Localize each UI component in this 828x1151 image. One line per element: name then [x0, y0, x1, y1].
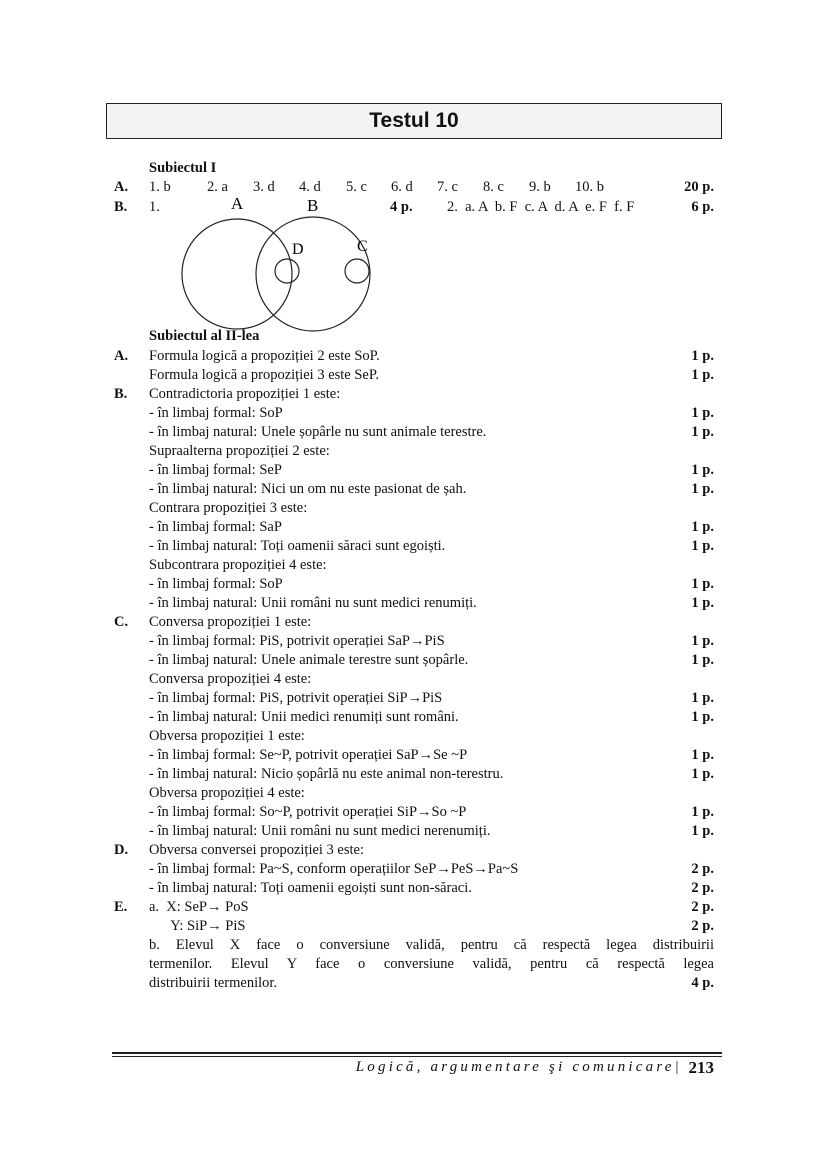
answer-row [0, 518, 828, 537]
answer-row [0, 556, 828, 575]
row-text: Contradictoria propoziției 1 este: [149, 386, 341, 402]
circle-d [275, 259, 299, 283]
row-points: 1 p. [691, 633, 714, 649]
row-text: - în limbaj natural: Unii români nu sunt medici nerenumiți. [149, 823, 491, 839]
row-points: 1 p. [691, 348, 714, 364]
answer-row [0, 746, 828, 765]
answer-item: 6. d [391, 179, 413, 195]
row-text: distribuirii termenilor. [149, 975, 278, 991]
answer-row [0, 347, 828, 366]
row-points: 1 p. [691, 462, 714, 478]
row-text: Conversa propoziției 4 este: [149, 671, 312, 687]
answer-item: 1. b [149, 179, 171, 195]
venn-diagram [170, 190, 390, 340]
row-points: 1 p. [691, 804, 714, 820]
row-text: - în limbaj natural: Nicio șopârlă nu este animal non-terestru. [149, 766, 504, 782]
answer-row [0, 442, 828, 461]
row-text: Supraalterna propoziției 2 este: [149, 443, 330, 459]
row-b-item1-points: 4 p. [390, 199, 413, 215]
answer-row [0, 860, 828, 879]
row-text: - în limbaj formal: SaP [149, 519, 282, 535]
row-text: - în limbaj natural: Nici un om nu este pasionat de șah. [149, 481, 467, 497]
answer-row [0, 841, 828, 860]
row-letter: A. [114, 348, 129, 364]
row-text: - în limbaj formal: SoP [149, 405, 283, 421]
row-a-points: 20 p. [684, 179, 714, 195]
answer-row [0, 366, 828, 385]
label-a: A [231, 194, 244, 213]
page-number: 213 [688, 1058, 714, 1077]
row-points: 1 p. [691, 823, 714, 839]
answer-item: 7. c [437, 179, 458, 195]
answer-row [0, 917, 828, 936]
answer-row [0, 936, 828, 955]
answer-row [0, 499, 828, 518]
row-letter: B. [114, 386, 128, 402]
row-b-item2: 2. a. A b. F c. A d. A e. F f. F [447, 199, 635, 215]
row-text: Obversa propoziției 1 este: [149, 728, 305, 744]
answer-row [0, 537, 828, 556]
answer-item: 9. b [529, 179, 551, 195]
answer-item: 2. a [207, 179, 228, 195]
answer-item: 10. b [575, 179, 604, 195]
answer-item: 8. c [483, 179, 504, 195]
footer-divider [112, 1052, 722, 1057]
answer-row [0, 480, 828, 499]
row-points: 1 p. [691, 424, 714, 440]
answer-row [0, 461, 828, 480]
row-text: Formula logică a propoziției 2 este SoP. [149, 348, 380, 364]
answer-row [0, 822, 828, 841]
row-points: 1 p. [691, 405, 714, 421]
row-points: 1 p. [691, 481, 714, 497]
row-text: Contrara propoziției 3 este: [149, 500, 308, 516]
row-b-item1: 1. [149, 199, 160, 215]
answer-item: 3. d [253, 179, 275, 195]
row-text: Subcontrara propoziției 4 este: [149, 557, 327, 573]
row-text: - în limbaj formal: PiS, potrivit operației SiP→PiS [149, 690, 443, 706]
row-b-item2-points: 6 p. [691, 199, 714, 215]
answer-row [0, 803, 828, 822]
row-letter: D. [114, 842, 129, 858]
answer-row [0, 974, 828, 993]
row-text: - în limbaj formal: So~P, potrivit operației SiP→So ~P [149, 804, 467, 820]
answer-item: 4. d [299, 179, 321, 195]
row-text: a. X: SeP→ PoS [149, 899, 249, 915]
answer-row [0, 955, 828, 974]
answer-row [0, 898, 828, 917]
row-text: - în limbaj natural: Unele șopârle nu sunt animale terestre. [149, 424, 487, 440]
answer-row [0, 613, 828, 632]
test-title: Testul 10 [106, 103, 722, 139]
row-text: b. Elevul X face o conversiune validă, pentru că respectă legea distribuirii [149, 937, 714, 953]
row-text: Y: SiP→ PiS [149, 918, 246, 934]
row-points: 1 p. [691, 367, 714, 383]
row-points: 1 p. [691, 595, 714, 611]
label-d: D [292, 241, 304, 258]
answer-row [0, 670, 828, 689]
row-points: 1 p. [691, 652, 714, 668]
answer-row [0, 575, 828, 594]
subiect2-heading: Subiectul al II-lea [149, 328, 260, 344]
row-text: - în limbaj formal: PiS, potrivit operației SaP→PiS [149, 633, 445, 649]
row-points: 1 p. [691, 690, 714, 706]
row-points: 2 p. [691, 861, 714, 877]
row-points: 1 p. [691, 519, 714, 535]
answer-row [0, 651, 828, 670]
circle-b [256, 217, 370, 331]
row-text: - în limbaj natural: Unii medici renumiți sunt români. [149, 709, 459, 725]
answer-row [0, 423, 828, 442]
row-text: - în limbaj natural: Toți oamenii săraci sunt egoiști. [149, 538, 446, 554]
answer-row [0, 708, 828, 727]
answer-item: 5. c [346, 179, 367, 195]
row-text: - în limbaj natural: Toți oamenii egoiști sunt non-săraci. [149, 880, 472, 896]
row-points: 1 p. [691, 538, 714, 554]
row-points: 4 p. [691, 975, 714, 991]
subiect1-heading: Subiectul I [149, 160, 217, 176]
answer-row [0, 594, 828, 613]
answer-row [0, 689, 828, 708]
row-points: 1 p. [691, 766, 714, 782]
label-c: C [357, 238, 368, 255]
row-text: Formula logică a propoziției 3 este SeP. [149, 367, 379, 383]
row-text: - în limbaj formal: SoP [149, 576, 283, 592]
row-points: 1 p. [691, 747, 714, 763]
row-points: 2 p. [691, 899, 714, 915]
row-points: 2 p. [691, 918, 714, 934]
row-text: Obversa propoziției 4 este: [149, 785, 305, 801]
row-points: 1 p. [691, 709, 714, 725]
answer-row [0, 632, 828, 651]
answer-row [0, 385, 828, 404]
row-text: Conversa propoziției 1 este: [149, 614, 312, 630]
footer-book-title: Logică, argumentare şi comunicare| [355, 1059, 682, 1075]
answer-row [0, 879, 828, 898]
row-text: - în limbaj natural: Unele animale terestre sunt șopârle. [149, 652, 469, 668]
row-text: termenilor. Elevul Y face o conversiune validă, pentru că respectă legea [149, 956, 714, 972]
answer-row [0, 727, 828, 746]
row-text: - în limbaj formal: SeP [149, 462, 282, 478]
row-text: - în limbaj formal: Pa~S, conform operațiilor SeP→PeS→Pa~S [149, 861, 519, 877]
row-text: Obversa conversei propoziției 3 este: [149, 842, 365, 858]
answer-row [0, 404, 828, 423]
row-b-letter: B. [114, 199, 128, 215]
answer-row [0, 765, 828, 784]
label-b: B [307, 196, 319, 215]
row-points: 1 p. [691, 576, 714, 592]
row-points: 2 p. [691, 880, 714, 896]
row-text: - în limbaj formal: Se~P, potrivit operației SaP→Se ~P [149, 747, 468, 763]
row-letter: C. [114, 614, 129, 630]
row-text: - în limbaj natural: Unii români nu sunt medici renumiți. [149, 595, 477, 611]
row-letter: E. [114, 899, 128, 915]
row-a-letter: A. [114, 179, 129, 195]
circle-c [345, 259, 369, 283]
answer-row [0, 784, 828, 803]
